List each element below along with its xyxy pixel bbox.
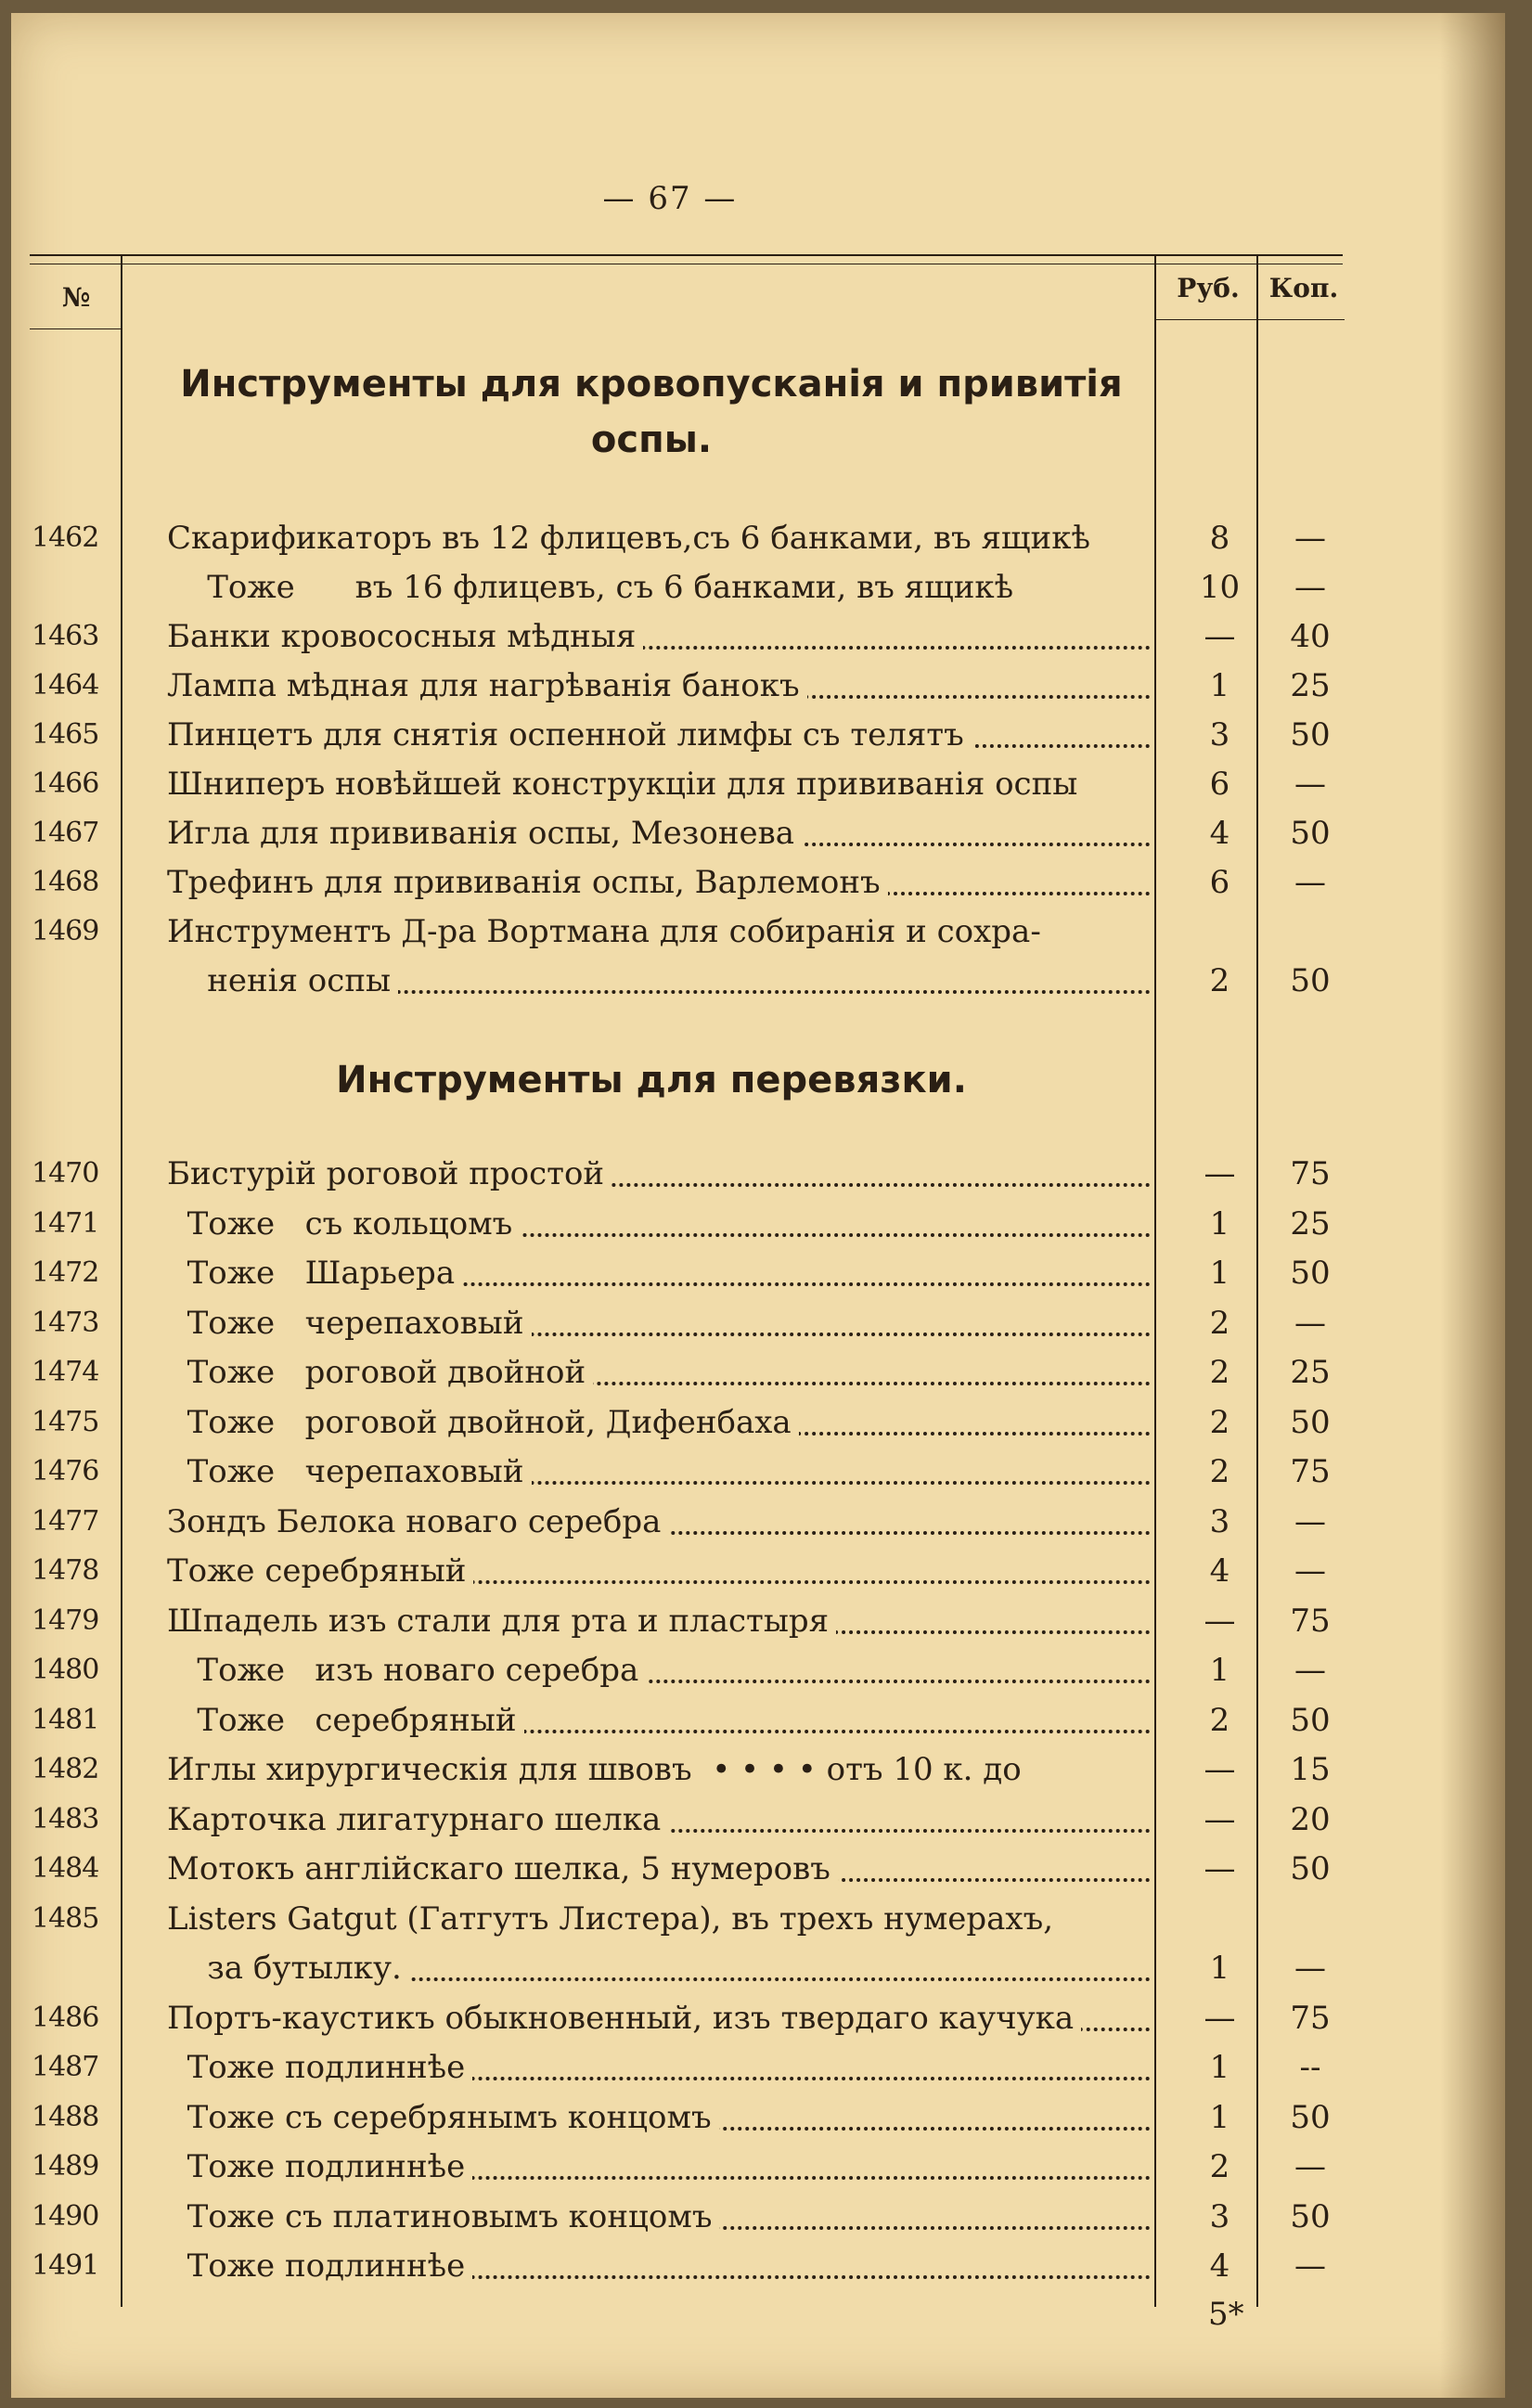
price-kopecks: 50 — [1290, 716, 1331, 753]
price-kopecks: — — [1294, 1652, 1326, 1689]
item-description — [167, 1249, 1151, 1297]
price-kopecks: 20 — [1290, 1800, 1331, 1838]
item-description — [167, 612, 1151, 661]
price-rubles: 2 — [1209, 1304, 1230, 1342]
price-kopecks: 25 — [1290, 1204, 1331, 1243]
page-number: — 67 — — [602, 180, 738, 217]
price-kopecks: 75 — [1290, 1453, 1331, 1490]
item-number: 1476 — [32, 1455, 99, 1487]
price-kopecks: — — [1294, 520, 1326, 557]
table-row — [11, 908, 1347, 956]
price-kopecks: 50 — [1290, 815, 1331, 852]
item-description — [167, 760, 1151, 808]
price-kopecks: 50 — [1290, 1701, 1331, 1739]
price-kopecks: 75 — [1290, 1602, 1331, 1640]
item-number: 1488 — [32, 2100, 99, 2133]
price-rubles: 2 — [1209, 962, 1230, 999]
item-number: 1468 — [32, 866, 99, 898]
price-rubles: 10 — [1199, 569, 1241, 606]
item-description-text: Лампа мѣдная для нагрѣванія банокъ — [167, 667, 807, 704]
price-kopecks: 50 — [1290, 2197, 1331, 2235]
price-rubles: 6 — [1209, 864, 1230, 901]
item-description-text: Инструментъ Д-ра Вортмана для собиранія и сохра- — [167, 913, 1049, 950]
item-number: 1485 — [32, 1901, 99, 1935]
table-row — [11, 1348, 1347, 1397]
item-description-text: Тоже серебряный — [167, 1552, 473, 1590]
table-row — [11, 2193, 1347, 2241]
item-description — [167, 1696, 1151, 1745]
table-row — [11, 858, 1347, 907]
page-edge-shadow — [1440, 13, 1505, 2398]
item-description-text: Тоже серебряный — [167, 1702, 524, 1739]
header-bottom-rule-right — [1154, 319, 1345, 320]
table-row — [11, 2043, 1347, 2092]
price-rubles: 1 — [1209, 1255, 1230, 1292]
header-bottom-rule — [30, 328, 121, 329]
price-kopecks: — — [1294, 766, 1326, 803]
item-description-text: Тоже изъ новаго серебра — [167, 1652, 646, 1689]
section-title-line1: Инструменты для кровопусканія и привитія — [180, 363, 1123, 406]
item-description — [167, 1448, 1151, 1496]
price-rubles: 3 — [1209, 716, 1230, 753]
item-number: 1483 — [32, 1802, 99, 1835]
item-description-text: Пинцетъ для снятія оспенной лимфы съ телятъ — [167, 716, 972, 753]
price-rubles: — — [1204, 1751, 1236, 1788]
item-description-text: Банки кровососныя мѣдныя — [167, 618, 643, 655]
table-row — [11, 2242, 1347, 2290]
table-row — [11, 563, 1347, 612]
price-kopecks: — — [1294, 1552, 1326, 1590]
item-description-text: ненія оспы — [167, 962, 398, 999]
price-kopecks: — — [1294, 1502, 1326, 1540]
item-description-text: Тоже роговой двойной, Дифенбаха — [167, 1404, 799, 1441]
price-rubles: 4 — [1209, 1552, 1230, 1590]
item-number: 1474 — [32, 1356, 99, 1388]
price-kopecks: -- — [1299, 2049, 1321, 2086]
section-title-dressing: Инструменты для перевязки. — [336, 1059, 967, 1101]
price-rubles: — — [1204, 618, 1236, 655]
price-rubles: 2 — [1209, 1453, 1230, 1490]
table-row — [11, 1398, 1347, 1447]
price-rubles: 8 — [1209, 520, 1230, 557]
price-kopecks: — — [1294, 1950, 1326, 1987]
price-kopecks: 75 — [1290, 1155, 1331, 1192]
price-kopecks: — — [1294, 569, 1326, 606]
price-kopecks: 75 — [1290, 1999, 1331, 2037]
price-rubles: 2 — [1209, 1701, 1230, 1739]
item-number: 1484 — [32, 1852, 99, 1885]
item-description-text: Мотокъ англійскаго шелка, 5 нумеровъ — [167, 1850, 838, 1887]
price-kopecks: 50 — [1290, 1403, 1331, 1441]
item-description — [167, 957, 1151, 1005]
table-row — [11, 1845, 1347, 1893]
item-description-text: Иглы хирургическія для швовъ • • • • отъ 10 к. до — [167, 1751, 1029, 1788]
item-number: 1479 — [32, 1603, 99, 1637]
price-kopecks: 25 — [1290, 667, 1331, 704]
table-row — [11, 1547, 1347, 1595]
item-description — [167, 908, 1151, 956]
price-kopecks: 50 — [1290, 1850, 1331, 1887]
price-rubles: 4 — [1209, 2247, 1230, 2285]
item-description-text: Тоже Шарьера — [167, 1255, 462, 1292]
item-number: 1491 — [32, 2249, 99, 2282]
price-kopecks: 50 — [1290, 1255, 1331, 1292]
item-description — [167, 1745, 1151, 1794]
item-description-text: Тоже съ серебрянымъ концомъ — [167, 2099, 719, 2136]
table-row — [11, 957, 1347, 1005]
item-number: 1490 — [32, 2199, 99, 2233]
item-description-text: Шпадель изъ стали для рта и пластыря — [167, 1603, 836, 1640]
price-rubles: 1 — [1209, 667, 1230, 704]
header-rule — [30, 254, 1343, 256]
price-rubles: — — [1204, 1155, 1236, 1192]
item-number: 1486 — [32, 2001, 99, 2034]
item-description-text: Тоже черепаховый — [167, 1305, 532, 1342]
section-title-bloodletting — [150, 356, 1152, 468]
table-row — [11, 809, 1347, 857]
item-number: 1462 — [32, 522, 99, 554]
item-description — [167, 2193, 1151, 2241]
item-number: 1481 — [32, 1703, 99, 1736]
item-number: 1480 — [32, 1654, 99, 1686]
item-description-text: Игла для прививанія оспы, Мезонева — [167, 815, 802, 852]
price-rubles: — — [1204, 1850, 1236, 1887]
item-description-text: Listers Gatgut (Гатгутъ Листера), въ трехъ нумерахъ, — [167, 1900, 1061, 1938]
item-number: 1473 — [32, 1306, 99, 1339]
item-description — [167, 1547, 1151, 1595]
table-row — [11, 1498, 1347, 1546]
table-row — [11, 612, 1347, 661]
price-rubles: 3 — [1209, 1502, 1230, 1540]
item-number: 1478 — [32, 1554, 99, 1587]
item-description — [167, 1348, 1151, 1397]
item-description — [167, 514, 1151, 562]
table-row — [11, 514, 1347, 562]
price-kopecks: 25 — [1290, 1354, 1331, 1391]
price-kopecks: — — [1294, 2148, 1326, 2185]
table-row — [11, 1895, 1347, 1943]
table-row — [11, 2093, 1347, 2142]
item-description-text: Тоже роговой двойной — [167, 1354, 593, 1391]
price-rubles: — — [1204, 1602, 1236, 1640]
table-row — [11, 1299, 1347, 1347]
table-row — [11, 2143, 1347, 2191]
signature-mark: 5* — [1208, 2296, 1244, 2333]
header-rub-label: Руб. — [1177, 273, 1240, 303]
item-description — [167, 1200, 1151, 1248]
item-number: 1475 — [32, 1405, 99, 1438]
item-description — [167, 809, 1151, 857]
item-description — [167, 1498, 1151, 1546]
item-description — [167, 1150, 1151, 1198]
price-rubles: 1 — [1209, 1652, 1230, 1689]
price-rubles: 2 — [1209, 1403, 1230, 1441]
item-description-text: Тоже черепаховый — [167, 1453, 532, 1490]
section-title-line2: оспы. — [590, 419, 713, 461]
item-description — [167, 1398, 1151, 1447]
item-description — [167, 2043, 1151, 2092]
item-number: 1463 — [32, 620, 99, 652]
item-description — [167, 1845, 1151, 1893]
item-description — [167, 1994, 1151, 2042]
price-kopecks: — — [1294, 2247, 1326, 2285]
item-description-text: Бистурій роговой простой — [167, 1155, 612, 1192]
table-row — [11, 711, 1347, 759]
item-number: 1465 — [32, 718, 99, 751]
price-rubles: 3 — [1209, 2197, 1230, 2235]
item-description — [167, 662, 1151, 710]
item-description — [167, 2093, 1151, 2142]
item-description — [167, 1299, 1151, 1347]
table-row — [11, 1200, 1347, 1248]
table-row — [11, 1944, 1347, 1992]
table-row — [11, 1796, 1347, 1844]
price-rubles: 1 — [1209, 2049, 1230, 2086]
item-number: 1489 — [32, 2150, 99, 2183]
item-description — [167, 1944, 1151, 1992]
price-rubles: 1 — [1209, 1950, 1230, 1987]
item-description — [167, 1895, 1151, 1943]
item-description-text: Зондъ Белока новаго серебра — [167, 1503, 668, 1540]
item-description — [167, 2143, 1151, 2191]
table-row — [11, 1646, 1347, 1694]
item-description-text: Тоже въ 16 флицевъ, съ 6 банками, въ ящикѣ — [167, 569, 1021, 606]
table-row — [11, 1597, 1347, 1645]
item-number: 1482 — [32, 1753, 99, 1785]
header-kop-label: Коп. — [1268, 273, 1339, 303]
table-row — [11, 1249, 1347, 1297]
price-kopecks: 50 — [1290, 962, 1331, 999]
item-number: 1472 — [32, 1256, 99, 1289]
price-kopecks: 40 — [1290, 618, 1331, 655]
item-number: 1469 — [32, 915, 99, 947]
item-description-text: за бутылку. — [167, 1950, 409, 1987]
price-rubles: 6 — [1209, 766, 1230, 803]
item-description-text: Тоже подлиннѣе — [167, 2148, 472, 2185]
item-number: 1487 — [32, 2051, 99, 2083]
table-row — [11, 1745, 1347, 1794]
item-description — [167, 2242, 1151, 2290]
price-rubles: 1 — [1209, 1204, 1230, 1243]
item-description-text: Тоже съ платиновымъ концомъ — [167, 2198, 719, 2235]
price-rubles: 2 — [1209, 2148, 1230, 2185]
table-row — [11, 662, 1347, 710]
price-kopecks: 50 — [1290, 2098, 1331, 2136]
item-number: 1471 — [32, 1206, 99, 1240]
price-rubles: — — [1204, 1800, 1236, 1838]
price-kopecks: — — [1294, 864, 1326, 901]
table-row — [11, 1696, 1347, 1745]
price-rubles: 1 — [1209, 2098, 1230, 2136]
item-description — [167, 1646, 1151, 1694]
item-number: 1467 — [32, 817, 99, 849]
item-number: 1470 — [32, 1157, 99, 1190]
item-description-text: Шниперъ новѣйшей конструкціи для прививанія оспы — [167, 766, 1085, 803]
price-kopecks: — — [1294, 1304, 1326, 1342]
item-description-text: Тоже съ кольцомъ — [167, 1205, 520, 1243]
item-number: 1464 — [32, 669, 99, 702]
table-row — [11, 1150, 1347, 1198]
price-rubles: — — [1204, 1999, 1236, 2037]
price-rubles: 4 — [1209, 815, 1230, 852]
item-description-text: Карточка лигатурнаго шелка — [167, 1801, 668, 1838]
item-description-text: Скарификаторъ въ 12 флицевъ,съ 6 банками, въ ящикѣ — [167, 520, 1098, 557]
item-description-text: Портъ-каустикъ обыкновенный, изъ твердаго каучука — [167, 2000, 1081, 2037]
header-num-label: № — [61, 282, 91, 313]
table-row — [11, 1448, 1347, 1496]
item-description-text: Трефинъ для прививанія оспы, Варлемонъ — [167, 864, 888, 901]
item-description — [167, 1597, 1151, 1645]
catalog-page — [11, 13, 1505, 2398]
item-number: 1477 — [32, 1504, 99, 1538]
table-row — [11, 760, 1347, 808]
item-description — [167, 1796, 1151, 1844]
price-kopecks: 15 — [1290, 1751, 1331, 1788]
item-description — [167, 858, 1151, 907]
item-description — [167, 563, 1151, 612]
price-rubles: 2 — [1209, 1354, 1230, 1391]
table-row — [11, 1994, 1347, 2042]
item-description-text: Тоже подлиннѣе — [167, 2247, 472, 2285]
item-description — [167, 711, 1151, 759]
item-number: 1466 — [32, 767, 99, 800]
item-description-text: Тоже подлиннѣе — [167, 2049, 472, 2086]
